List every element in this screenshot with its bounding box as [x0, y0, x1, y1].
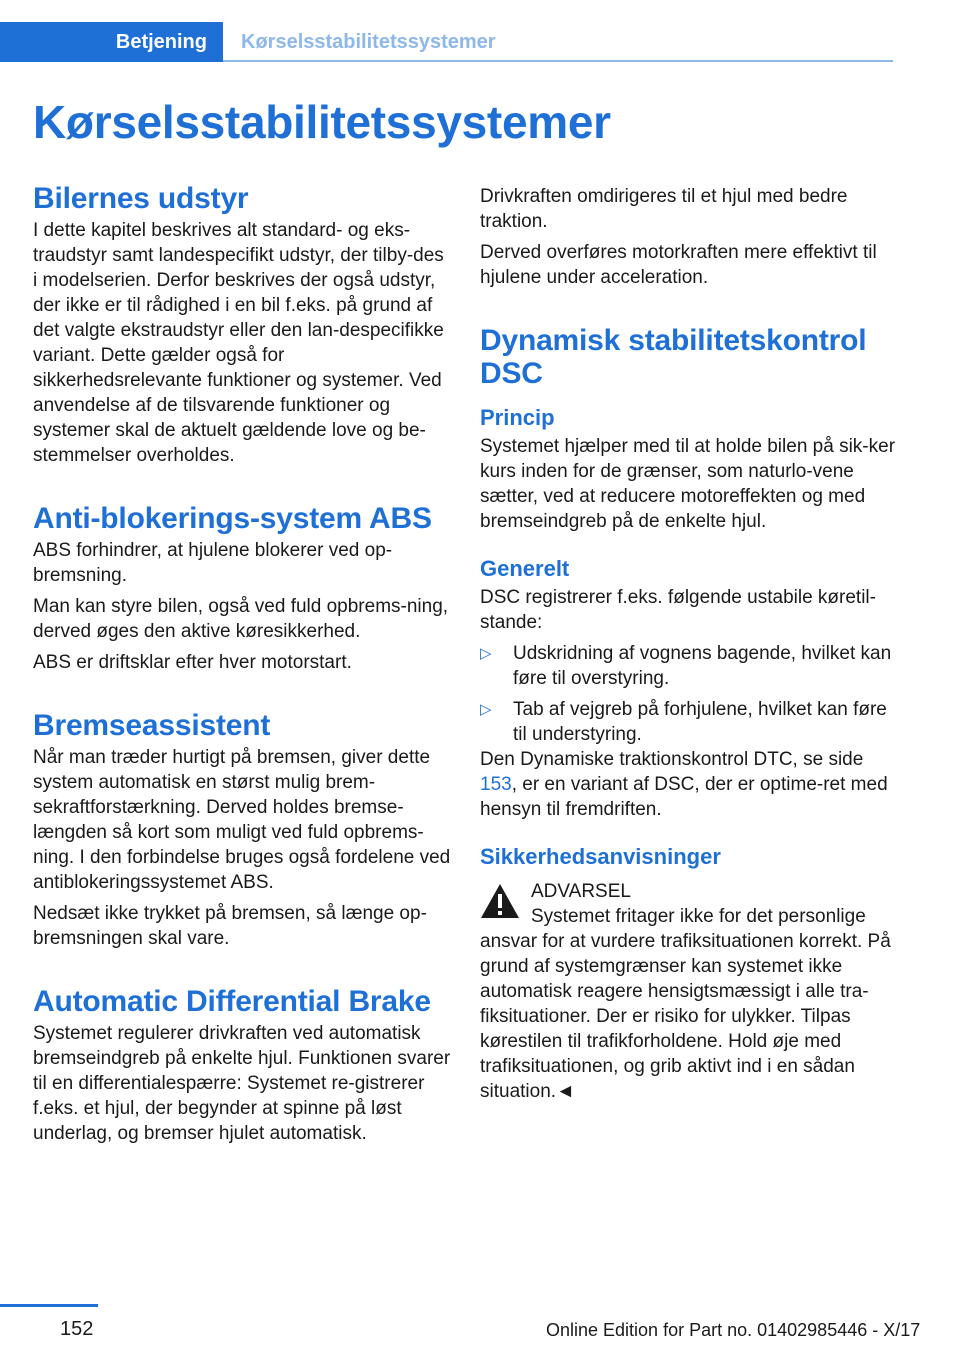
paragraph: I dette kapitel beskrives alt standard- og eks-traudstyr samt landespecifikt udstyr, der tilby-des i modelserien. Derfor beskrives der også udstyr, der ikke er til rådighed i en bil f.eks. på grund af det valgte ekstraudstyr eller den lan-despecifikke variant. Dette gælder også for sikkerhedsrelevante funktioner og systemer. Ved anvendelse af de tilsvarende funktioner og systemer skal de aktuelt gældende love og be-stemmelser overholdes.: [33, 220, 444, 466]
page-header: [0, 22, 893, 62]
section-title-abs: Anti-blokerings-system ABS: [33, 502, 432, 535]
section-title-equipment: Bilernes udstyr: [33, 182, 249, 215]
paragraph: Man kan styre bilen, også ved fuld opbrems-ning, derved øges den aktive køresikkerhed.: [33, 596, 449, 642]
subsection-title-safety: Sikkerhedsanvisninger: [480, 844, 721, 869]
page-number: 152: [60, 1318, 94, 1340]
list-item: [480, 641, 900, 691]
right-column: [480, 184, 900, 1104]
triangle-bullet-icon: ▷: [480, 701, 492, 718]
subsection-title-principle: Princip: [480, 405, 555, 430]
paragraph: Nedsæt ikke trykket på bremsen, så længe op-bremsningen skal vare.: [33, 903, 427, 949]
warning-text: ansvar for at vurdere trafiksituationen korrekt. På grund af systemgrænser kan systemet ikke automatisk reagere hensigtsmæssigt i alle tra-fiksituationer. Der er risiko for ulykker. Tilpas kørestilen til trafikforholdene. Hold øje med trafiksituationen, og grib aktivt ind i en sådan situation.◄: [480, 931, 891, 1102]
left-column: [33, 182, 451, 1146]
breadcrumb[interactable]: Kørselsstabilitetssystemer: [241, 31, 496, 53]
warning-label: ADVARSEL: [531, 881, 631, 902]
page-link[interactable]: 153: [480, 774, 512, 795]
paragraph: Når man træder hurtigt på bremsen, giver dette system automatisk en størst mulig brem-sekraftforstærkning. Derved holdes bremse-længden så kort som muligt ved fuld opbrems-ning. I den forbindelse bruges også fordelene ved antiblokeringssystemet ABS.: [33, 747, 451, 893]
paragraph: DSC registrerer f.eks. følgende ustabile køretil-stande:: [480, 587, 876, 633]
paragraph: ABS forhindrer, at hjulene blokerer ved op-bremsning.: [33, 540, 393, 586]
edition-label: Online Edition for Part no. 01402985446 - X/17: [546, 1320, 921, 1340]
section-title-dsc: Dynamisk stabilitetskontrol DSC: [480, 324, 867, 390]
page-title: Kørselsstabilitetssystemer: [33, 96, 611, 148]
paragraph-dtc-reference: Den Dynamiske traktionskontrol DTC, se side 153, er en variant af DSC, der er optime-ret med hensyn til fremdriften.: [480, 749, 888, 820]
footer-rule: [0, 1304, 98, 1307]
section-tab[interactable]: Betjening: [0, 22, 223, 62]
paragraph: Systemet hjælper med til at holde bilen på sik-ker kurs inden for de grænser, som naturlo-vene sætter, ved at reducere motoreffekten og med bremseindgreb på de enkelte hjul.: [480, 436, 896, 532]
paragraph: Systemet regulerer drivkraften ved automatisk bremseindgreb på enkelte hjul. Funktionen svarer til en differentialespærre: Systemet re-gistrerer f.eks. et hjul, der begynder at spinne på løst underlag, og bremser hjulet automatisk.: [33, 1023, 451, 1144]
subsection-title-general: Generelt: [480, 556, 570, 581]
paragraph: Derved overføres motorkraften mere effektivt til hjulene under acceleration.: [480, 242, 877, 288]
header-rule: [223, 60, 893, 62]
triangle-bullet-icon: ▷: [480, 645, 492, 662]
paragraph: Drivkraften omdirigeres til et hjul med bedre traktion.: [480, 186, 848, 232]
warning-triangle-icon: [480, 883, 520, 919]
section-title-adb: Automatic Differential Brake: [33, 985, 431, 1018]
list-item-text: Tab af vejgreb på forhjulene, hvilket kan føre til understyring.: [513, 699, 887, 745]
list-item-text: Udskridning af vognens bagende, hvilket kan føre til overstyring.: [513, 643, 892, 689]
warning-box: [480, 879, 900, 1104]
list-item: [480, 697, 900, 747]
section-title-brake-assist: Bremseassistent: [33, 709, 271, 742]
warning-text-first-line: Systemet fritager ikke for det personlige: [531, 906, 866, 927]
paragraph: ABS er driftsklar efter hver motorstart.: [33, 652, 352, 673]
